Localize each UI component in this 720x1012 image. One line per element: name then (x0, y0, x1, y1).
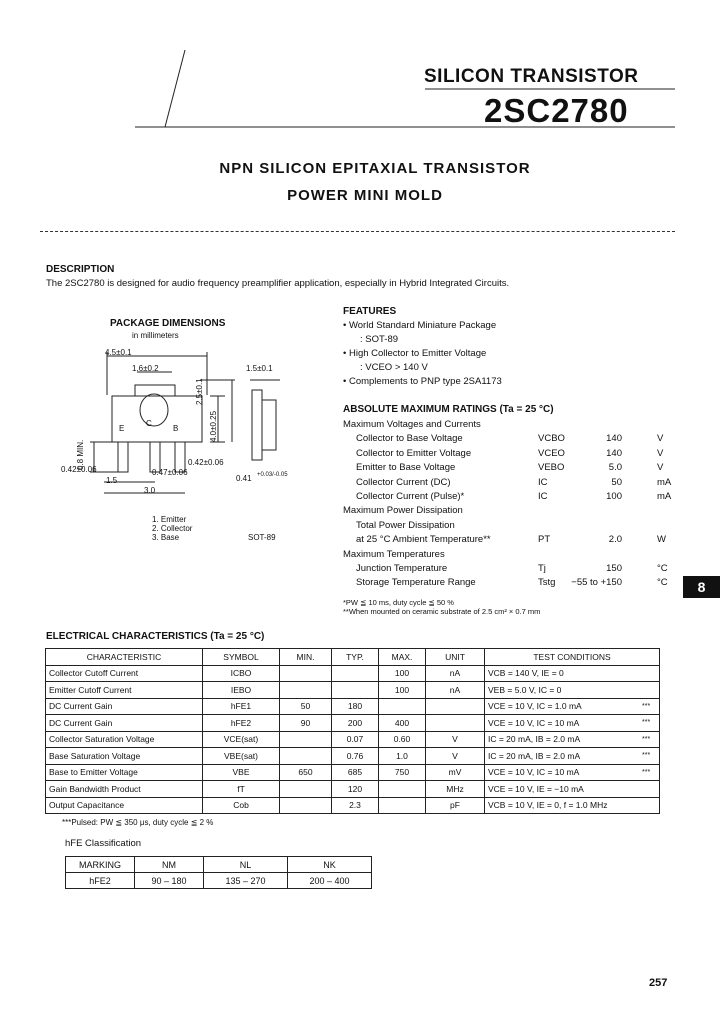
section-tab: 8 (683, 576, 720, 598)
rating-symbol: VCEO (538, 447, 565, 459)
rating-symbol: PT (538, 534, 551, 546)
table-cell (426, 698, 485, 715)
table-row (46, 665, 660, 682)
rating-label: Maximum Power Dissipation (343, 505, 463, 517)
column-header: CHARACTERISTIC (46, 649, 203, 666)
table-cell: *** (639, 698, 660, 715)
rating-label: Maximum Temperatures (343, 548, 445, 560)
hfe-header-cell: MARKING (66, 857, 135, 873)
hfe-table (65, 856, 372, 889)
table-cell: IC = 20 mA, IB = 2.0 mA (485, 748, 640, 765)
table-cell: DC Current Gain (46, 698, 203, 715)
rating-symbol: VEBO (538, 462, 565, 474)
table-cell (639, 665, 660, 682)
rating-unit: V (657, 462, 664, 474)
rating-label: Collector to Base Voltage (356, 433, 463, 445)
part-number: 2SC2780 (484, 92, 629, 129)
column-header: SYMBOL (203, 649, 280, 666)
table-cell: 0.07 (332, 731, 379, 748)
rating-unit: V (657, 433, 664, 445)
dim-lead-thick-tol: +0.03/-0.05 (257, 472, 288, 478)
ratings-note-1: *PW ≦ 10 ms, duty cycle ≦ 50 % (343, 598, 454, 607)
description-heading: DESCRIPTION (46, 264, 115, 275)
table-row (46, 698, 660, 715)
title-divider (40, 231, 675, 232)
table-cell: 0.60 (379, 731, 426, 748)
dim-tab: 1.6±0.2 (132, 364, 159, 373)
hfe-header-cell: NL (204, 857, 288, 873)
table-cell: *** (639, 715, 660, 732)
table-cell: VCE = 10 V, IE = −10 mA (485, 781, 640, 798)
dim-thickness: 1.5±0.1 (246, 364, 273, 373)
dim-lead-c: 0.47±0.06 (152, 468, 188, 477)
table-cell (332, 665, 379, 682)
table-cell: V (426, 748, 485, 765)
table-cell: VCE = 10 V, IC = 10 mA (485, 715, 640, 732)
column-header: MIN. (280, 649, 332, 666)
rating-label: Collector to Emitter Voltage (356, 447, 472, 459)
table-row (46, 682, 660, 699)
table-cell: 1.0 (379, 748, 426, 765)
table-cell (280, 797, 332, 814)
table-cell: 650 (280, 764, 332, 781)
table-cell: Output Capacitance (46, 797, 203, 814)
table-cell: IEBO (203, 682, 280, 699)
column-header: MAX. (379, 649, 426, 666)
dim-height-1: 2.5±0.1 (195, 378, 204, 405)
rating-label: Maximum Voltages and Currents (343, 419, 481, 430)
rating-value: 140 (606, 447, 622, 459)
rating-unit: W (657, 534, 666, 546)
table-cell: IC = 20 mA, IB = 2.0 mA (485, 731, 640, 748)
ratings-heading: ABSOLUTE MAXIMUM RATINGS (Ta = 25 °C) (343, 404, 554, 415)
rating-unit: °C (657, 563, 668, 574)
table-cell (280, 781, 332, 798)
rating-symbol: IC (538, 491, 548, 502)
package-name: SOT-89 (248, 533, 276, 542)
table-cell: ICBO (203, 665, 280, 682)
table-cell: *** (639, 764, 660, 781)
table-cell: VCB = 10 V, IE = 0, f = 1.0 MHz (485, 797, 640, 814)
table-cell: 685 (332, 764, 379, 781)
rating-value: 140 (606, 433, 622, 445)
rating-value: 50 (611, 476, 622, 488)
ratings-note-2: **When mounted on ceramic substrate of 2.5 cm² × 0.7 mm (343, 607, 541, 616)
table-cell: nA (426, 665, 485, 682)
table-cell: VBE(sat) (203, 748, 280, 765)
rating-symbol: VCBO (538, 433, 565, 445)
table-cell (280, 665, 332, 682)
table-cell: VEB = 5.0 V, IC = 0 (485, 682, 640, 699)
table-cell: 400 (379, 715, 426, 732)
dim-lead-b: 0.42±0.06 (188, 458, 224, 467)
table-cell (280, 731, 332, 748)
table-cell (426, 715, 485, 732)
rating-unit: °C (657, 577, 668, 589)
pin-label-b: B (173, 424, 179, 433)
feature-2-detail: : VCEO > 140 V (360, 362, 428, 373)
table-cell (639, 797, 660, 814)
product-family: SILICON TRANSISTOR (424, 66, 639, 87)
table-cell: 0.76 (332, 748, 379, 765)
table-cell (332, 682, 379, 699)
hfe-header-cell: NM (135, 857, 204, 873)
table-cell (639, 781, 660, 798)
feature-1-detail: : SOT-89 (360, 334, 399, 345)
electrical-heading: ELECTRICAL CHARACTERISTICS (Ta = 25 °C) (46, 631, 265, 642)
rating-label: Emitter to Base Voltage (356, 462, 456, 474)
column-header: TEST CONDITIONS (485, 649, 660, 666)
hfe-header-cell: NK (288, 857, 372, 873)
rating-value: −55 to +150 (571, 577, 622, 589)
page-number: 257 (649, 977, 668, 989)
table-cell: *** (639, 731, 660, 748)
table-cell: VCE = 10 V, IC = 1.0 mA (485, 698, 640, 715)
rating-label: Junction Temperature (356, 563, 448, 574)
table-cell (280, 682, 332, 699)
table-cell (639, 682, 660, 699)
table-cell: fT (203, 781, 280, 798)
table-cell: VCB = 140 V, IE = 0 (485, 665, 640, 682)
rating-label: Collector Current (Pulse)* (356, 491, 465, 502)
electrical-table (45, 648, 660, 814)
table-cell: V (426, 731, 485, 748)
table-cell: DC Current Gain (46, 715, 203, 732)
pin-1: 1. Emitter (152, 515, 187, 524)
hfe-cell: 135 – 270 (204, 873, 288, 889)
table-cell: 50 (280, 698, 332, 715)
table-row (46, 715, 660, 732)
table-cell: 2.3 (332, 797, 379, 814)
table-cell (379, 797, 426, 814)
dim-width: 4.5±0.1 (105, 348, 132, 357)
table-cell: Base Saturation Voltage (46, 748, 203, 765)
table-cell (379, 698, 426, 715)
rating-value: 2.0 (608, 534, 622, 546)
table-row (46, 781, 660, 798)
dim-lead-thick: 0.41 (236, 474, 252, 483)
table-row (46, 764, 660, 781)
rating-value: 5.0 (608, 462, 622, 474)
pin-3: 3. Base (152, 533, 180, 542)
table-row (46, 797, 660, 814)
table-cell: 200 (332, 715, 379, 732)
hfe-cell: hFE2 (66, 873, 135, 889)
dim-span: 3.0 (144, 486, 156, 495)
description-text: The 2SC2780 is designed for audio frequency preamplifier application, especially in Hybrid Integrated Circuits. (46, 278, 510, 289)
column-header: TYP. (332, 649, 379, 666)
table-cell: Cob (203, 797, 280, 814)
electrical-note: ***Pulsed: PW ≦ 350 μs, duty cycle ≦ 2 % (62, 818, 214, 827)
hfe-cell: 90 – 180 (135, 873, 204, 889)
package-heading: PACKAGE DIMENSIONS (110, 318, 226, 329)
table-cell: 750 (379, 764, 426, 781)
dim-lead-e: 0.42±0.06 (61, 465, 97, 474)
table-cell: 120 (332, 781, 379, 798)
hfe-cell: 200 – 400 (288, 873, 372, 889)
rating-unit: V (657, 447, 664, 459)
table-cell: hFE1 (203, 698, 280, 715)
rating-value: 100 (606, 491, 622, 502)
rating-label: at 25 °C Ambient Temperature** (356, 534, 491, 546)
table-cell: VCE = 10 V, IC = 10 mA (485, 764, 640, 781)
pin-label-e: E (119, 424, 125, 433)
rating-unit: mA (657, 476, 672, 488)
hfe-heading: hFE Classification (65, 838, 142, 849)
table-cell: 180 (332, 698, 379, 715)
dim-pitch: 1.5 (106, 476, 118, 485)
title-line-2: POWER MINI MOLD (287, 187, 443, 204)
table-cell: nA (426, 682, 485, 699)
table-cell: 100 (379, 665, 426, 682)
table-cell: MHz (426, 781, 485, 798)
table-row (46, 748, 660, 765)
table-cell: 100 (379, 682, 426, 699)
table-cell: Emitter Cutoff Current (46, 682, 203, 699)
table-cell: mV (426, 764, 485, 781)
table-cell: VBE (203, 764, 280, 781)
dim-height-2: 4.0±0.25 (209, 410, 218, 442)
rating-label: Collector Current (DC) (356, 476, 451, 488)
table-row (46, 731, 660, 748)
table-cell: 90 (280, 715, 332, 732)
table-cell: Gain Bandwidth Product (46, 781, 203, 798)
table-cell (280, 748, 332, 765)
table-cell: hFE2 (203, 715, 280, 732)
features-heading: FEATURES (343, 306, 397, 317)
feature-1: • World Standard Miniature Package (343, 320, 497, 331)
rating-label: Total Power Dissipation (356, 519, 455, 531)
package-units: in millimeters (132, 331, 179, 340)
table-cell: VCE(sat) (203, 731, 280, 748)
title-line-1: NPN SILICON EPITAXIAL TRANSISTOR (219, 160, 531, 177)
pin-label-c: C (146, 419, 152, 428)
rating-label: Storage Temperature Range (356, 577, 476, 589)
rating-unit: mA (657, 491, 672, 502)
table-cell: Base to Emitter Voltage (46, 764, 203, 781)
table-cell: Collector Cutoff Current (46, 665, 203, 682)
rating-value: 150 (606, 563, 622, 574)
table-cell: *** (639, 748, 660, 765)
rating-symbol: Tj (538, 563, 546, 574)
pin-2: 2. Collector (152, 524, 193, 533)
table-cell: pF (426, 797, 485, 814)
dim-lead-min: 0.8 MIN. (76, 439, 85, 470)
rating-symbol: IC (538, 476, 548, 488)
table-cell: Collector Saturation Voltage (46, 731, 203, 748)
table-cell (379, 781, 426, 798)
feature-3: • Complements to PNP type 2SA1173 (343, 376, 502, 387)
rating-symbol: Tstg (538, 577, 556, 589)
feature-2: • High Collector to Emitter Voltage (343, 348, 487, 359)
column-header: UNIT (426, 649, 485, 666)
